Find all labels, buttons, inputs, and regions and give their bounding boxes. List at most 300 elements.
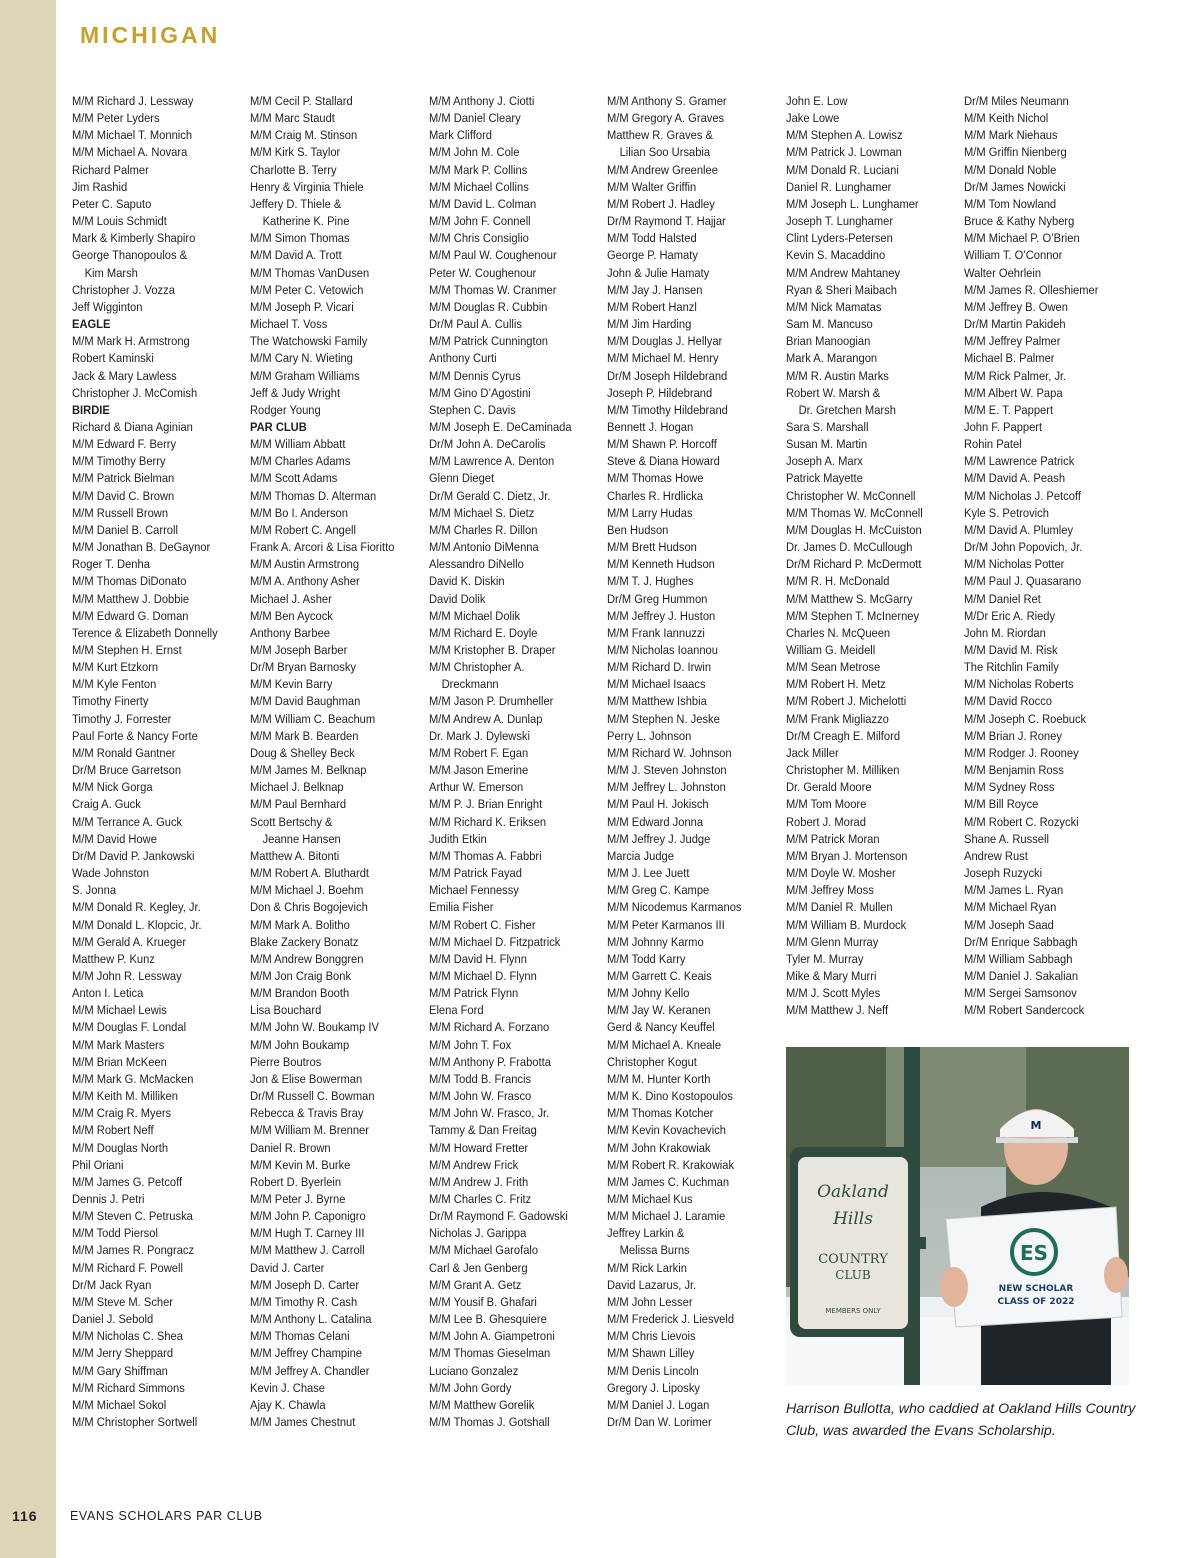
donor-name: M/M Charles C. Fritz [429, 1192, 532, 1206]
donor-name: M/M John Lesser [607, 1294, 693, 1309]
donor-name: M/M John W. Boukamp IV [250, 1020, 379, 1035]
donor-name: Charles N. McQueen [786, 625, 891, 640]
donor-name: M/M M. Hunter Korth [607, 1071, 711, 1086]
donor-name: M/M Frank Iannuzzi [607, 625, 705, 640]
donor-name: Frank A. Arcori & Lisa Fioritto [250, 540, 395, 555]
donor-name: Phil Oriani [72, 1157, 124, 1172]
donor-name: M/M David Baughman [250, 694, 361, 709]
donor-name: M/M Thomas W. Cranmer [429, 282, 557, 297]
donor-name: M/M Thomas A. Fabbri [429, 848, 542, 863]
donor-name: M/M John T. Fox [429, 1037, 512, 1052]
donor-name: Henry & Virginia Thiele [250, 179, 364, 194]
donor-name: M/M Paul Bernhard [250, 797, 347, 812]
donor-name: M/M John A. Giampetroni [429, 1329, 555, 1344]
donor-name: M/M Kurt Etzkorn [72, 660, 159, 675]
donor-name: John E. Low [786, 94, 848, 108]
donor-column-6 [964, 93, 1140, 1019]
donor-name: M/M Charles Adams [250, 454, 351, 469]
donor-name: Jeff Wigginton [72, 299, 143, 314]
donor-name: M/M Graham Williams [250, 368, 360, 383]
donor-name: Robert W. Marsh & [786, 385, 881, 400]
donor-name: Dr/M Paul A. Cullis [429, 317, 522, 332]
donor-name: M/M Michael A. Kneale [607, 1037, 722, 1052]
donor-name: M/M Robert C. Fisher [429, 917, 536, 932]
donor-name: M/M Daniel Cleary [429, 111, 521, 126]
donor-name: Jon & Elise Bowerman [250, 1071, 363, 1086]
donor-name: M/M T. J. Hughes [607, 574, 694, 589]
donor-name: Bruce & Kathy Nyberg [964, 214, 1075, 229]
donor-name: M/M Charles R. Dillon [429, 522, 538, 537]
donor-name: Jeffery D. Thiele & [250, 196, 342, 211]
donor-name: M/M Keith M. Milliken [72, 1089, 178, 1104]
donor-name: M/M Robert Sandercock [964, 1003, 1085, 1018]
donor-name: Walter Oehrlein [964, 265, 1042, 280]
donor-name: M/M David C. Brown [72, 488, 175, 503]
donor-name: M/M Daniel J. Logan [607, 1397, 710, 1412]
donor-name: Melissa Burns [619, 1243, 690, 1258]
donor-name: M/M Michael Sokol [72, 1397, 167, 1412]
donor-name: Dr/M Gerald C. Dietz, Jr. [429, 488, 551, 503]
donor-name: M/M John Gordy [429, 1380, 512, 1395]
donor-name: Michael T. Voss [250, 317, 328, 332]
donor-name: M/M Jay J. Hansen [607, 282, 703, 297]
donor-name: Clint Lyders-Petersen [786, 231, 893, 246]
donor-name: M/M William M. Brenner [250, 1123, 369, 1138]
donor-name: M/M William B. Murdock [786, 917, 907, 932]
donor-name: M/M Lee B. Ghesquiere [429, 1312, 547, 1327]
donor-name: M/M Matthew J. Neff [786, 1003, 889, 1018]
donor-name: M/M Anthony S. Gramer [607, 94, 727, 108]
donor-name: M/M Mark Niehaus [964, 128, 1058, 143]
donor-name: M/M Richard Simmons [72, 1380, 185, 1395]
donor-name: M/M Gregory A. Graves [607, 111, 725, 126]
svg-text:Hills: Hills [833, 1209, 873, 1229]
donor-name: Jack Miller [786, 745, 839, 760]
donor-name: Craig A. Guck [72, 797, 141, 812]
donor-name: M/M Johnny Karmo [607, 934, 704, 949]
donor-name: M/M Louis Schmidt [72, 214, 167, 229]
donor-name: M/M Douglas H. McCuiston [786, 522, 922, 537]
donor-name: M/M Mark H. Armstrong [72, 334, 190, 349]
donor-name: Anthony Curti [429, 351, 497, 366]
donor-name: Dr/M Bryan Barnosky [250, 660, 356, 675]
donor-name: M/M Robert C. Rozycki [964, 814, 1079, 829]
donor-name: M/M Michael J. Laramie [607, 1209, 726, 1224]
donor-name: Dr. Gretchen Marsh [798, 402, 896, 417]
donor-name: M/M Joseph Saad [964, 917, 1054, 932]
donor-name: M/M J. Lee Juett [607, 866, 690, 881]
donor-name: William T. O’Connor [964, 248, 1063, 263]
donor-name: M/M Nicodemus Karmanos [607, 900, 742, 915]
donor-name: M/M Brandon Booth [250, 986, 350, 1001]
donor-name: Brian Manoogian [786, 334, 871, 349]
donor-name: Timothy Finerty [72, 694, 149, 709]
donor-name: Kim Marsh [84, 265, 138, 280]
donor-name: Dr/M John A. DeCarolis [429, 437, 546, 452]
donor-name: M/M Thomas Howe [607, 471, 704, 486]
donor-name: Blake Zackery Bonatz [250, 934, 359, 949]
donor-name: M/M Jay W. Keranen [607, 1003, 711, 1018]
donor-name: M/M Todd Piersol [72, 1226, 158, 1241]
donor-name: M/M Sergei Samsonov [964, 986, 1077, 1001]
donor-name: Dr. Gerald Moore [786, 780, 872, 795]
donor-name: Dr. James D. McCullough [786, 540, 913, 555]
donor-name: M/M Steven C. Petruska [72, 1209, 193, 1224]
donor-name: M/M David M. Risk [964, 643, 1058, 657]
donor-name: M/M Daniel J. Sakalian [964, 968, 1079, 983]
donor-name: M/M Matthew J. Carroll [250, 1243, 365, 1258]
donor-name: Peter W. Coughenour [429, 265, 537, 280]
donor-name: Luciano Gonzalez [429, 1363, 519, 1378]
donor-name: M/M Andrew Greenlee [607, 162, 718, 177]
donor-name: M/M Donald R. Kegley, Jr. [72, 900, 201, 915]
donor-name: M/M Nicholas Potter [964, 557, 1065, 572]
donor-name: M/M Donald L. Klopcic, Jr. [72, 917, 202, 932]
donor-name: M/M Brian J. Roney [964, 728, 1062, 743]
donor-name: M/M Glenn Murray [786, 934, 879, 949]
donor-name: M/M Daniel R. Mullen [786, 900, 893, 915]
donor-name: M/M Matthew S. McGarry [786, 591, 913, 606]
donor-name: M/M Timothy R. Cash [250, 1294, 358, 1309]
donor-name: M/M Antonio DiMenna [429, 540, 539, 555]
donor-name: M/M Patrick Fayad [429, 866, 522, 881]
donor-name: Anthony Barbee [250, 625, 330, 640]
donor-name: Mark & Kimberly Shapiro [72, 231, 196, 246]
donor-name: M/M Timothy Hildebrand [607, 402, 728, 417]
donor-name: M/M Frank Migliazzo [786, 711, 889, 726]
svg-text:MEMBERS ONLY: MEMBERS ONLY [825, 1307, 881, 1315]
donor-name: M/M Joseph Barber [250, 643, 348, 657]
donor-name: M/M Jeffrey Palmer [964, 334, 1061, 349]
donor-name: Joseph T. Lunghamer [786, 214, 894, 229]
donor-name: M/M Andrew Bonggren [250, 951, 364, 966]
donor-name: M/M Jerry Sheppard [72, 1346, 174, 1361]
donor-name: M/M Andrew Frick [429, 1157, 519, 1172]
donor-name: M/M R. Austin Marks [786, 368, 889, 383]
donor-name: M/M Timothy Berry [72, 454, 166, 469]
donor-name: Christopher M. Milliken [786, 763, 900, 778]
donor-name: M/M Sydney Ross [964, 780, 1055, 795]
donor-name: Paul Forte & Nancy Forte [72, 728, 198, 743]
donor-name: Joseph Ruzycki [964, 866, 1043, 881]
donor-name: M/M William Abbatt [250, 437, 346, 452]
donor-name: M/M Robert C. Angell [250, 522, 356, 537]
donor-name: Dr. Mark J. Dylewski [429, 728, 530, 743]
donor-name: M/M Keith Nichol [964, 111, 1049, 126]
donor-name: Michael B. Palmer [964, 351, 1055, 366]
donor-name: M/M Bryan J. Mortenson [786, 848, 908, 863]
donor-name: Jeffrey Larkin & [607, 1226, 685, 1241]
donor-name: Jake Lowe [786, 111, 840, 126]
donor-name: Steve & Diana Howard [607, 454, 720, 469]
donor-name: M/M Dennis Cyrus [429, 368, 521, 383]
club-sign [790, 1147, 916, 1337]
donor-name: M/M Tom Nowland [964, 196, 1057, 211]
donor-name: M/M Michael T. Monnich [72, 128, 193, 143]
donor-name: Dr/M Richard P. McDermott [786, 557, 922, 572]
donor-name: M/M A. Anthony Asher [250, 574, 360, 589]
donor-name: M/M Rodger J. Rooney [964, 745, 1079, 760]
donor-name: M/M James Chestnut [250, 1415, 356, 1430]
donor-name: M/M David Rocco [964, 694, 1053, 709]
donor-name: M/M Michael Garofalo [429, 1243, 539, 1258]
donor-name: Arthur W. Emerson [429, 780, 524, 795]
donor-name: Kyle S. Petrovich [964, 505, 1049, 520]
donor-name: M/M Nicholas C. Shea [72, 1329, 183, 1344]
donor-name: Joseph P. Hildebrand [607, 385, 713, 400]
donor-column-3 [429, 93, 605, 1431]
donor-name: M/M Thomas Gieselman [429, 1346, 551, 1361]
donor-name: Dennis J. Petri [72, 1192, 145, 1206]
donor-name: Rebecca & Travis Bray [250, 1106, 364, 1121]
donor-name: M/M Jon Craig Bonk [250, 968, 352, 983]
donor-name: Scott Bertschy & [250, 814, 333, 829]
donor-name: M/M E. T. Pappert [964, 402, 1054, 417]
donor-name: M/M Thomas Celani [250, 1329, 350, 1344]
donor-name: Dr/M John Popovich, Jr. [964, 540, 1083, 555]
donor-name: M/M Matthew J. Dobbie [72, 591, 190, 606]
svg-text:M: M [1030, 1119, 1042, 1132]
donor-name: M/M Nick Mamatas [786, 299, 882, 314]
donor-name: Sara S. Marshall [786, 419, 869, 434]
donor-name: S. Jonna [72, 883, 117, 898]
donor-name: M/M Todd B. Francis [429, 1071, 532, 1086]
donor-name: Timothy J. Forrester [72, 711, 172, 726]
donor-name: Glenn Dieget [429, 471, 495, 486]
donor-name: M/M Michael Dolik [429, 608, 521, 623]
donor-name: M/M Christopher A. [429, 660, 525, 675]
side-stripe [0, 0, 56, 1558]
donor-name: Charlotte B. Terry [250, 162, 337, 177]
svg-text:ES: ES [1019, 1241, 1049, 1265]
donor-name: M/M Bill Royce [964, 797, 1039, 812]
donor-name: M/M Thomas Kotcher [607, 1106, 714, 1121]
donor-name: David K. Diskin [429, 574, 505, 589]
donor-name: Alessandro DiNello [429, 557, 524, 572]
donor-name: M/M Robert J. Michelotti [786, 694, 907, 709]
donor-name: Pierre Boutros [250, 1054, 322, 1069]
donor-name: Bennett J. Hogan [607, 419, 694, 434]
donor-name: M/M Jeffrey L. Johnston [607, 780, 726, 795]
donor-name: Susan M. Martin [786, 437, 868, 452]
donor-name: M/M Larry Hudas [607, 505, 693, 520]
donor-name: William G. Meidell [786, 643, 876, 657]
donor-name: M/M J. Steven Johnston [607, 763, 727, 778]
donor-name: M/M Richard K. Eriksen [429, 814, 547, 829]
donor-name: M/M William C. Beachum [250, 711, 376, 726]
donor-name: M/M James R. Pongracz [72, 1243, 195, 1258]
donor-name: M/M Robert Hanzl [607, 299, 697, 314]
donor-name: M/M Joseph E. DeCaminada [429, 419, 572, 434]
donor-name: M/M David L. Colman [429, 196, 537, 211]
donor-name: Roger T. Denha [72, 557, 150, 572]
donor-name: M/M James C. Kuchman [607, 1174, 730, 1189]
donor-name: M/M Mark G. McMacken [72, 1071, 194, 1086]
donor-name: John & Julie Hamaty [607, 265, 710, 280]
donor-name: Peter C. Saputo [72, 196, 152, 211]
donor-name: M/M Christopher Sortwell [72, 1415, 198, 1430]
donor-name: M/M Stephen A. Lowisz [786, 128, 903, 143]
donor-name: M/M Thomas VanDusen [250, 265, 370, 280]
donor-name: M/M Griffin Nienberg [964, 145, 1067, 160]
donor-name: M/M Mark P. Collins [429, 162, 528, 177]
donor-name: Daniel R. Lunghamer [786, 179, 892, 194]
donor-name: Shane A. Russell [964, 831, 1049, 846]
donor-name: Dr/M Bruce Garretson [72, 763, 182, 778]
donor-name: Dr/M Joseph Hildebrand [607, 368, 728, 383]
donor-name: Lisa Bouchard [250, 1003, 322, 1018]
donor-name: M/Dr Eric A. Riedy [964, 608, 1056, 623]
donor-name: Dr/M Jack Ryan [72, 1277, 152, 1292]
donor-name: M/M Kevin M. Burke [250, 1157, 351, 1172]
donor-name: M/M Rick Larkin [607, 1260, 687, 1275]
donor-name: Jeanne Hansen [262, 831, 341, 846]
donor-name: M/M Michael Lewis [72, 1003, 167, 1018]
donor-name: M/M Garrett C. Keais [607, 968, 712, 983]
donor-name: M/M Stephen N. Jeske [607, 711, 720, 726]
donor-name: Rodger Young [250, 402, 321, 417]
donor-name: M/M Michael D. Flynn [429, 968, 537, 983]
donor-name: M/M Kevin Barry [250, 677, 333, 692]
donor-name: M/M Kyle Fenton [72, 677, 157, 692]
donor-name: Matthew A. Bitonti [250, 848, 340, 863]
donor-name: M/M Craig R. Myers [72, 1106, 172, 1121]
donor-name: M/M Kevin Kovachevich [607, 1123, 727, 1138]
donor-name: M/M John F. Connell [429, 214, 531, 229]
donor-name: M/M Robert A. Bluthardt [250, 866, 369, 881]
donor-name: M/M Stephen T. McInerney [786, 608, 920, 623]
donor-name: M/M Chris Consiglio [429, 231, 529, 246]
donor-name: M/M Nick Gorga [72, 780, 153, 795]
donor-name: M/M Cecil P. Stallard [250, 94, 353, 108]
donor-name: M/M Douglas North [72, 1140, 169, 1155]
donor-name: M/M Michael M. Henry [607, 351, 719, 366]
donor-name: M/M David A. Peash [964, 471, 1066, 486]
donor-name: M/M Richard J. Lessway [72, 94, 194, 108]
donor-name: M/M J. Scott Myles [786, 986, 881, 1001]
donor-name: M/M Patrick Moran [786, 831, 880, 846]
svg-text:COUNTRY: COUNTRY [818, 1252, 888, 1267]
donor-name: Richard Palmer [72, 162, 149, 177]
donor-name: M/M Peter Lyders [72, 111, 160, 126]
donor-name: Ryan & Sheri Maibach [786, 282, 897, 297]
donor-name: M/M Joseph C. Roebuck [964, 711, 1087, 726]
donor-name: M/M Ronald Gantner [72, 745, 176, 760]
page-number: 116 [12, 1508, 38, 1524]
donor-name: M/M Andrew Mahtaney [786, 265, 901, 280]
donor-name: M/M Douglas J. Hellyar [607, 334, 723, 349]
donor-name: M/M Kenneth Hudson [607, 557, 715, 572]
donor-name: M/M Paul J. Quasarano [964, 574, 1082, 589]
donor-name: M/M Peter C. Vetowich [250, 282, 364, 297]
donor-name: The Watchowski Family [250, 334, 368, 349]
donor-name: M/M Cary N. Wieting [250, 351, 353, 366]
donor-name: Daniel J. Sebold [72, 1312, 154, 1327]
section-heading: BIRDIE [72, 402, 110, 417]
donor-name: M/M Anthony P. Frabotta [429, 1054, 551, 1069]
donor-name: M/M Robert F. Egan [429, 745, 529, 760]
donor-name: Mark Clifford [429, 128, 492, 143]
donor-name: M/M P. J. Brian Enright [429, 797, 543, 812]
donor-name: M/M Jason P. Drumheller [429, 694, 554, 709]
donor-name: M/M Peter Karmanos III [607, 917, 725, 932]
donor-name: M/M Michael P. O’Brien [964, 231, 1080, 246]
donor-name: M/M Jeffrey Champine [250, 1346, 362, 1361]
donor-name: Kevin J. Chase [250, 1380, 326, 1395]
donor-name: Dr/M Martin Pakideh [964, 317, 1066, 332]
donor-name: John M. Riordan [964, 625, 1046, 640]
donor-name: M/M Grant A. Getz [429, 1277, 522, 1292]
donor-name: M/M Gino D’Agostini [429, 385, 531, 400]
svg-text:CLASS OF 2022: CLASS OF 2022 [997, 1297, 1075, 1307]
donor-name: M/M Robert R. Krakowiak [607, 1157, 735, 1172]
donor-name: M/M Steve M. Scher [72, 1294, 174, 1309]
donor-name: M/M Thomas W. McConnell [786, 505, 923, 520]
donor-name: M/M Hugh T. Carney III [250, 1226, 365, 1241]
donor-name: M/M Denis Lincoln [607, 1363, 699, 1378]
section-heading: PAR CLUB [250, 419, 307, 434]
donor-name: M/M Simon Thomas [250, 231, 350, 246]
donor-name: M/M John R. Lessway [72, 968, 182, 983]
donor-name: M/M Richard W. Johnson [607, 745, 732, 760]
donor-name: M/M David A. Plumley [964, 522, 1074, 537]
svg-text:NEW SCHOLAR: NEW SCHOLAR [998, 1284, 1074, 1294]
donor-name: Dr/M Miles Neumann [964, 94, 1069, 108]
donor-name: Gregory J. Liposky [607, 1380, 700, 1395]
donor-name: M/M Michael A. Novara [72, 145, 188, 160]
donor-name: M/M Lawrence Patrick [964, 454, 1075, 469]
photo-caption: Harrison Bullotta, who caddied at Oakland Hills Country Club, was awarded the Evans Scholarship. [786, 1401, 1136, 1439]
donor-name: M/M Yousif B. Ghafari [429, 1294, 537, 1309]
donor-name: Mark A. Marangon [786, 351, 878, 366]
donor-name: David J. Carter [250, 1260, 325, 1275]
donor-name: M/M Robert H. Metz [786, 677, 886, 692]
donor-name: M/M Mark Masters [72, 1037, 165, 1052]
donor-name: M/M Edward F. Berry [72, 437, 177, 452]
section-heading: EAGLE [72, 317, 111, 332]
donor-name: M/M Jeffrey J. Judge [607, 831, 711, 846]
svg-text:Oakland: Oakland [817, 1182, 889, 1202]
donor-name: Rohin Patel [964, 437, 1022, 452]
donor-name: M/M Greg C. Kampe [607, 883, 710, 898]
donor-name: M/M David Howe [72, 831, 157, 846]
donor-name: Richard & Diana Aginian [72, 419, 193, 434]
donor-name: Don & Chris Bogojevich [250, 900, 368, 915]
donor-name: Dr/M Greg Hummon [607, 591, 708, 606]
donor-name: Doug & Shelley Beck [250, 745, 355, 760]
donor-name: M/M John Krakowiak [607, 1140, 711, 1155]
donor-name: M/M Paul H. Jokisch [607, 797, 709, 812]
donor-name: Dr/M James Nowicki [964, 179, 1066, 194]
donor-name: David Dolik [429, 591, 486, 606]
donor-name: M/M Jonathan B. DeGaynor [72, 540, 211, 555]
donor-name: M/M Patrick Bielman [72, 471, 175, 486]
donor-name: M/M Russell Brown [72, 505, 169, 520]
donor-name: Dr/M David P. Jankowski [72, 848, 195, 863]
donor-name: M/M R. H. McDonald [786, 574, 890, 589]
donor-name: M/M Edward G. Doman [72, 608, 189, 623]
donor-name: M/M Douglas F. Londal [72, 1020, 187, 1035]
donor-name: Christopher J. Vozza [72, 282, 175, 297]
donor-column-2 [250, 93, 426, 1431]
donor-name: M/M Patrick Flynn [429, 986, 519, 1001]
donor-name: M/M Robert J. Hadley [607, 196, 715, 211]
donor-name: M/M Jason Emerine [429, 763, 529, 778]
donor-name: Perry L. Johnson [607, 728, 692, 743]
donor-name: Carl & Jen Genberg [429, 1260, 528, 1275]
donor-name: M/M Patrick J. Lowman [786, 145, 902, 160]
donor-name: M/M Patrick Cunnington [429, 334, 549, 349]
